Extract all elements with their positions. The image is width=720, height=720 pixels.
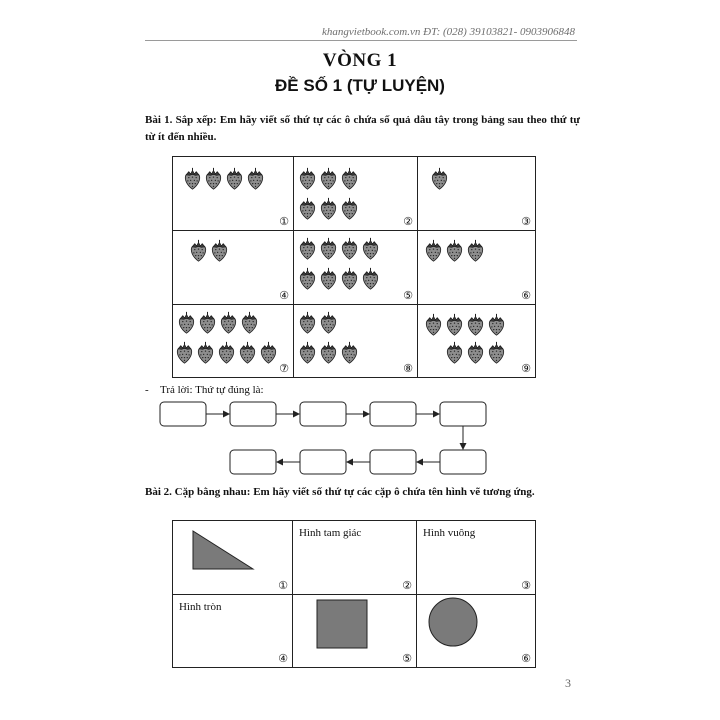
cell-number: ③ <box>521 579 531 592</box>
shape-cell <box>292 520 417 595</box>
shape-cell <box>172 594 293 668</box>
cell-number: ⑥ <box>521 652 531 665</box>
strawberry-icon <box>189 239 208 263</box>
strawberry-icon <box>183 167 202 191</box>
exam-title: ĐỀ SỐ 1 (TỰ LUYỆN) <box>275 76 445 95</box>
strawberry-icon <box>424 239 443 263</box>
strawberry-icon <box>259 341 278 365</box>
strawberry-icon <box>298 341 317 365</box>
strawberry-icon <box>177 311 196 335</box>
answer-row <box>145 384 264 396</box>
strawberry-cell <box>417 230 536 305</box>
strawberry-cell <box>293 230 418 305</box>
circle-shape <box>429 598 477 646</box>
strawberry-icon <box>340 267 359 291</box>
shape-name-label: Hình tròn <box>179 601 222 613</box>
strawberry-icon <box>298 267 317 291</box>
strawberry-icon <box>466 239 485 263</box>
strawberry-icon <box>319 341 338 365</box>
bai1-text: Bài 1. Sắp xếp: Em hãy viết số thứ tự các ô chứa số quả dâu tây trong bảng sau theo thứ tự từ ít đến nhiều. <box>145 114 580 143</box>
strawberry-icon <box>210 239 229 263</box>
header-site: khangvietbook.com.vn <box>322 26 421 38</box>
cell-number: ② <box>403 215 413 228</box>
answer-flow <box>150 396 500 480</box>
strawberry-icon <box>466 313 485 337</box>
answer-box-1 <box>160 402 206 426</box>
strawberry-icon <box>298 311 317 335</box>
strawberry-icon <box>204 167 223 191</box>
strawberry-cell <box>293 156 418 231</box>
strawberry-icon <box>298 167 317 191</box>
cell-number: ⑨ <box>521 362 531 375</box>
shape-name-label: Hình vuông <box>423 527 476 539</box>
shapes-table <box>172 520 536 668</box>
page-header <box>0 26 575 38</box>
strawberry-icon <box>340 341 359 365</box>
strawberry-icon <box>445 239 464 263</box>
strawberry-icon <box>298 237 317 261</box>
strawberry-icon <box>319 167 338 191</box>
answer-dash: - <box>145 384 149 396</box>
strawberry-icon <box>430 167 449 191</box>
cell-number: ⑤ <box>402 652 412 665</box>
shape-name-label: Hình tam giác <box>299 527 362 539</box>
strawberry-cell <box>172 156 294 231</box>
cell-number: ④ <box>279 289 289 302</box>
header-rule <box>145 40 577 41</box>
strawberry-icon <box>198 311 217 335</box>
round-title: VÒNG 1 <box>322 50 398 71</box>
strawberry-icon <box>196 341 215 365</box>
answer-box-9 <box>230 450 276 474</box>
strawberry-icon <box>319 311 338 335</box>
strawberry-icon <box>445 313 464 337</box>
strawberry-icon <box>466 341 485 365</box>
strawberry-icon <box>238 341 257 365</box>
bai2-text: Bài 2. Cặp bằng nhau: Em hãy viết số thứ tự các cặp ô chứa tên hình vẽ tương ứng. <box>145 486 535 498</box>
answer-box-2 <box>230 402 276 426</box>
strawberry-icon <box>340 237 359 261</box>
strawberry-icon <box>319 267 338 291</box>
square-shape <box>317 600 367 648</box>
strawberry-icon <box>217 341 236 365</box>
shape-cell <box>292 594 417 668</box>
shape-cell <box>416 594 536 668</box>
cell-number: ① <box>278 579 288 592</box>
answer-box-5 <box>440 402 486 426</box>
strawberry-icon <box>240 311 259 335</box>
strawberry-cell <box>172 230 294 305</box>
answer-label: Trả lời: Thứ tự đúng là: <box>159 384 264 396</box>
answer-box-3 <box>300 402 346 426</box>
strawberry-icon <box>361 267 380 291</box>
strawberry-icon <box>298 197 317 221</box>
cell-number: ④ <box>278 652 288 665</box>
answer-box-8 <box>300 450 346 474</box>
strawberry-cell <box>172 304 294 378</box>
answer-box-4 <box>370 402 416 426</box>
triangle-shape <box>193 531 253 569</box>
cell-number: ⑥ <box>521 289 531 302</box>
strawberry-icon <box>246 167 265 191</box>
cell-number: ③ <box>521 215 531 228</box>
page-number: 3 <box>565 676 571 690</box>
strawberry-icon <box>340 197 359 221</box>
strawberry-cell <box>417 156 536 231</box>
strawberry-icon <box>361 237 380 261</box>
cell-number: ⑤ <box>403 289 413 302</box>
answer-box-6 <box>440 450 486 474</box>
strawberry-icon <box>487 313 506 337</box>
cell-number: ② <box>402 579 412 592</box>
strawberry-icon <box>424 313 443 337</box>
answer-box-7 <box>370 450 416 474</box>
shape-cell <box>416 520 536 595</box>
strawberry-icon <box>219 311 238 335</box>
strawberry-table <box>172 156 536 378</box>
cell-number: ⑦ <box>279 362 289 375</box>
strawberry-cell <box>293 304 418 378</box>
header-contact: ĐT: (028) 39103821- 0903906848 <box>423 26 575 38</box>
strawberry-icon <box>175 341 194 365</box>
shape-cell <box>172 520 293 595</box>
strawberry-icon <box>445 341 464 365</box>
strawberry-icon <box>319 237 338 261</box>
strawberry-icon <box>487 341 506 365</box>
strawberry-icon <box>319 197 338 221</box>
cell-number: ① <box>279 215 289 228</box>
strawberry-icon <box>340 167 359 191</box>
strawberry-cell <box>417 304 536 378</box>
strawberry-icon <box>225 167 244 191</box>
cell-number: ⑧ <box>403 362 413 375</box>
